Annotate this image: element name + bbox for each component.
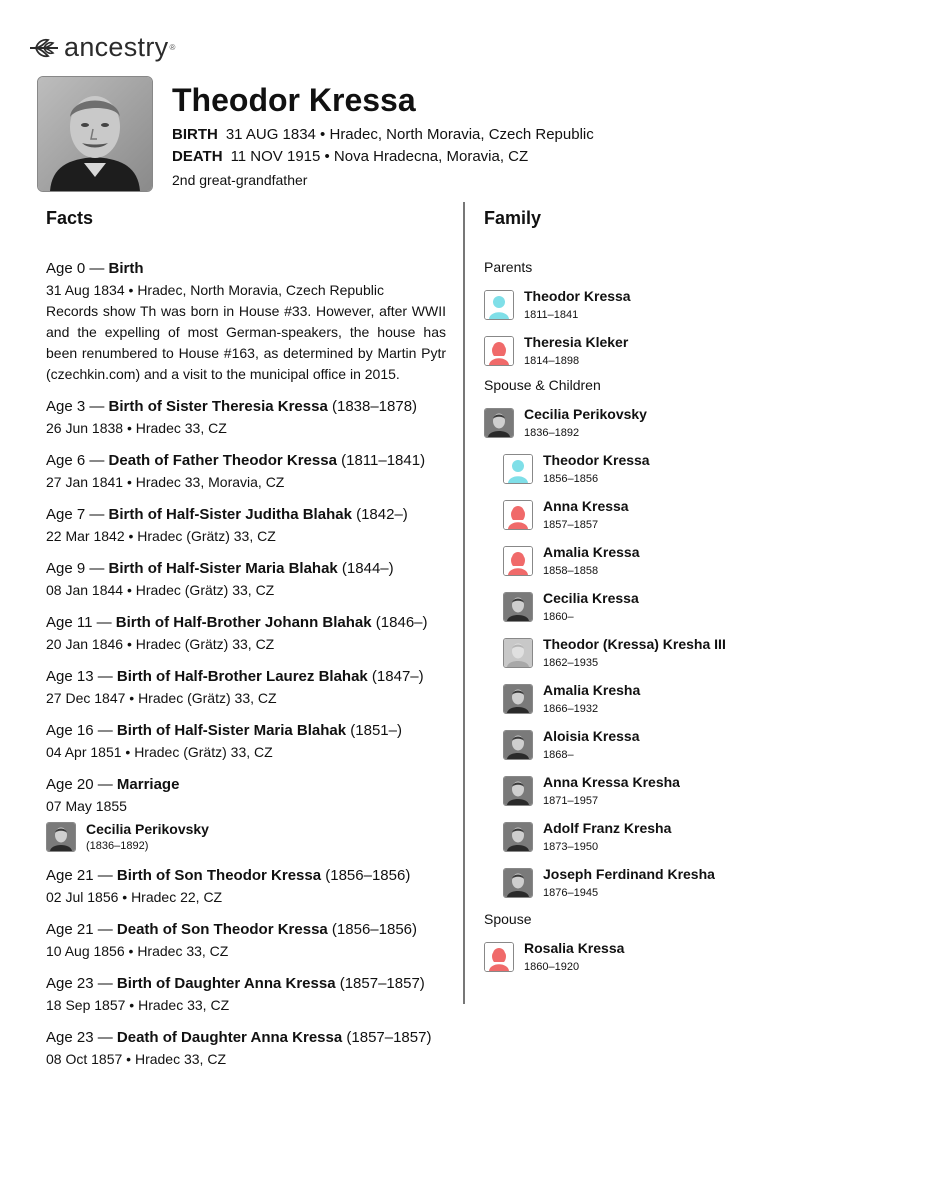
person-name: Rosalia Kressa — [524, 940, 625, 956]
person-photo — [503, 822, 533, 852]
spouse-children-label: Spouse & Children — [484, 377, 601, 393]
fact-detail: 27 Dec 1847 • Hradec (Grätz) 33, CZ — [46, 690, 277, 706]
parents-label: Parents — [484, 259, 533, 275]
fact-title — [46, 504, 446, 526]
fact-years: (1842–) — [351, 506, 408, 523]
fact-age: Age 23 — — [46, 975, 117, 992]
fact-detail: 02 Jul 1856 • Hradec 22, CZ — [46, 889, 223, 905]
fact-years: (1811–1841) — [336, 452, 426, 469]
birth-text: 31 AUG 1834 • Hradec, North Moravia, Czech Republic — [225, 126, 594, 143]
spouse-years: (1836–1892) — [86, 840, 149, 852]
fact-item[interactable] — [46, 720, 446, 763]
person-photo — [503, 592, 533, 622]
fact-age: Age 9 — — [46, 560, 109, 577]
person-item[interactable] — [484, 940, 904, 986]
fact-event: Birth of Half-Brother Johann Blahak — [115, 614, 372, 631]
fact-years: (1856–1856) — [321, 867, 411, 884]
birth-line — [172, 124, 594, 146]
fact-item[interactable] — [46, 919, 446, 962]
female-avatar-icon — [503, 546, 533, 576]
fact-title — [46, 774, 446, 796]
column-divider — [463, 202, 465, 1004]
death-label: DEATH — [172, 148, 223, 165]
fact-detail: 10 Aug 1856 • Hradec 33, CZ — [46, 943, 229, 959]
fact-item[interactable] — [46, 774, 446, 854]
person-name: Theodor Kressa — [543, 452, 650, 468]
fact-note: Records show Th was born in House #33. However, after WWII and the expelling of most German-speakers, the house has been renumbered to House #163, as determined by Martin Pytr (czechkin.com) and a visit to the municipal office in 2015. — [46, 303, 446, 382]
relationship: 2nd great-grandfather — [172, 172, 308, 188]
person-name: Cecilia Kressa — [543, 590, 639, 606]
child-item[interactable] — [503, 774, 904, 820]
child-item[interactable] — [503, 452, 904, 498]
child-item[interactable] — [503, 590, 904, 636]
person-photo — [484, 408, 514, 438]
fact-item[interactable] — [46, 1027, 446, 1070]
fact-detail: 08 Jan 1844 • Hradec (Grätz) 33, CZ — [46, 582, 275, 598]
fact-title — [46, 1027, 446, 1049]
person-years: 1871–1957 — [543, 795, 599, 807]
profile-photo[interactable] — [37, 76, 153, 192]
death-line — [172, 146, 594, 168]
fact-age: Age 21 — — [46, 867, 117, 884]
spouse-photo — [46, 822, 76, 852]
fact-age: Age 0 — — [46, 260, 109, 277]
spouse1-list — [484, 406, 904, 452]
fact-title — [46, 558, 446, 580]
person-name: Theodor Kressa — [172, 82, 416, 118]
person-name: Anna Kressa — [543, 498, 629, 514]
fact-years: (1846–) — [371, 614, 428, 631]
facts-list — [46, 258, 446, 1070]
death-text: 11 NOV 1915 • Nova Hradecna, Moravia, CZ — [230, 148, 529, 165]
person-name: Aloisia Kressa — [543, 728, 640, 744]
fact-event: Birth of Son Theodor Kressa — [116, 867, 322, 884]
person-years: 1857–1857 — [543, 519, 599, 531]
female-avatar-icon — [484, 336, 514, 366]
person-name: Anna Kressa Kresha — [543, 774, 680, 790]
fact-event: Death of Father Theodor Kressa — [108, 452, 337, 469]
fact-event: Birth of Half-Sister Juditha Blahak — [108, 506, 352, 523]
fact-item[interactable] — [46, 450, 446, 493]
person-item[interactable] — [484, 288, 904, 334]
person-item[interactable] — [484, 334, 904, 380]
person-photo — [503, 776, 533, 806]
fact-age: Age 3 — — [46, 398, 109, 415]
person-name: Theodor (Kressa) Kresha III — [543, 636, 726, 652]
person-name: Adolf Franz Kresha — [543, 820, 672, 836]
fact-age: Age 16 — — [46, 722, 117, 739]
logo-wordmark: ancestry — [64, 32, 169, 62]
spouse-label: Spouse — [484, 911, 532, 927]
fact-detail: 26 Jun 1838 • Hradec 33, CZ — [46, 420, 227, 436]
fact-detail: 27 Jan 1841 • Hradec 33, Moravia, CZ — [46, 474, 285, 490]
fact-item[interactable] — [46, 612, 446, 655]
fact-years: (1844–) — [337, 560, 394, 577]
child-item[interactable] — [503, 820, 904, 866]
fact-age: Age 11 — — [46, 614, 116, 631]
person-years: 1858–1858 — [543, 565, 599, 577]
female-avatar-icon — [503, 500, 533, 530]
family-title: Family — [484, 208, 542, 228]
fact-age: Age 23 — — [46, 1029, 117, 1046]
fact-title — [46, 612, 446, 634]
fact-event: Death of Daughter Anna Kressa — [116, 1029, 343, 1046]
leaf-icon — [28, 37, 60, 59]
spouse2-list — [484, 940, 904, 986]
fact-item[interactable] — [46, 504, 446, 547]
child-item[interactable] — [503, 682, 904, 728]
fact-detail: 20 Jan 1846 • Hradec (Grätz) 33, CZ — [46, 636, 275, 652]
fact-event: Birth of Half-Sister Maria Blahak — [116, 722, 347, 739]
person-name: Amalia Kresha — [543, 682, 641, 698]
fact-item[interactable] — [46, 396, 446, 439]
fact-event: Birth of Half-Sister Maria Blahak — [108, 560, 338, 577]
fact-item[interactable] — [46, 258, 446, 385]
fact-title — [46, 720, 446, 742]
male-avatar-icon — [484, 290, 514, 320]
birth-label: BIRTH — [172, 126, 218, 143]
fact-title — [46, 258, 446, 280]
fact-item[interactable] — [46, 666, 446, 709]
fact-item[interactable] — [46, 865, 446, 908]
fact-detail: 08 Oct 1857 • Hradec 33, CZ — [46, 1051, 226, 1067]
person-years: 1814–1898 — [524, 355, 580, 367]
fact-event: Birth of Half-Brother Laurez Blahak — [116, 668, 368, 685]
person-years: 1856–1856 — [543, 473, 599, 485]
fact-detail: 04 Apr 1851 • Hradec (Grätz) 33, CZ — [46, 744, 273, 760]
parents-list — [484, 288, 904, 380]
person-years: 1873–1950 — [543, 841, 599, 853]
fact-spouse[interactable] — [46, 820, 446, 854]
person-years: 1876–1945 — [543, 887, 599, 899]
child-item[interactable] — [503, 544, 904, 590]
family-section — [484, 208, 904, 986]
fact-years: (1838–1878) — [327, 398, 418, 415]
fact-title — [46, 865, 446, 887]
fact-event: Birth of Daughter Anna Kressa — [116, 975, 336, 992]
person-name: Theresia Kleker — [524, 334, 629, 350]
person-years: 1862–1935 — [543, 657, 599, 669]
male-avatar-icon — [503, 454, 533, 484]
fact-detail: 07 May 1855 — [46, 798, 127, 814]
profile-header — [172, 82, 594, 188]
fact-detail: 22 Mar 1842 • Hradec (Grätz) 33, CZ — [46, 528, 276, 544]
person-years: 1811–1841 — [524, 309, 579, 321]
ancestry-logo[interactable] — [28, 34, 175, 61]
fact-item[interactable] — [46, 558, 446, 601]
person-name: Amalia Kressa — [543, 544, 640, 560]
fact-years: (1851–) — [346, 722, 402, 739]
fact-title — [46, 973, 446, 995]
child-item[interactable] — [503, 866, 904, 912]
person-years: 1868– — [543, 749, 574, 761]
child-item[interactable] — [503, 728, 904, 774]
fact-years: (1857–1857) — [342, 1029, 432, 1046]
fact-event: Death of Son Theodor Kressa — [116, 921, 328, 938]
fact-age: Age 20 — — [46, 776, 117, 793]
person-name: Theodor Kressa — [524, 288, 631, 304]
person-name: Joseph Ferdinand Kresha — [543, 866, 715, 882]
fact-event: Birth of Sister Theresia Kressa — [108, 398, 328, 415]
children-list — [484, 452, 904, 912]
fact-item[interactable] — [46, 973, 446, 1016]
person-photo — [503, 868, 533, 898]
fact-detail: 18 Sep 1857 • Hradec 33, CZ — [46, 997, 230, 1013]
fact-age: Age 6 — — [46, 452, 109, 469]
person-years: 1836–1892 — [524, 427, 580, 439]
child-item[interactable] — [503, 636, 904, 682]
spouse-name: Cecilia Perikovsky — [86, 821, 209, 837]
fact-years: (1847–) — [367, 668, 424, 685]
fact-event: Marriage — [116, 776, 180, 793]
person-item[interactable] — [484, 406, 904, 452]
facts-section — [46, 208, 446, 1081]
fact-title — [46, 396, 446, 418]
person-photo — [503, 730, 533, 760]
person-name: Cecilia Perikovsky — [524, 406, 647, 422]
fact-age: Age 13 — — [46, 668, 117, 685]
person-photo — [503, 638, 533, 668]
fact-title — [46, 450, 446, 472]
fact-age: Age 7 — — [46, 506, 109, 523]
fact-title — [46, 666, 446, 688]
fact-years: (1857–1857) — [335, 975, 425, 992]
fact-title — [46, 919, 446, 941]
fact-detail: 31 Aug 1834 • Hradec, North Moravia, Czech Republic — [46, 282, 384, 298]
facts-title: Facts — [46, 208, 94, 228]
person-years: 1866–1932 — [543, 703, 599, 715]
person-photo — [503, 684, 533, 714]
fact-event: Birth — [108, 260, 144, 277]
female-avatar-icon — [484, 942, 514, 972]
child-item[interactable] — [503, 498, 904, 544]
logo-trademark: ® — [169, 43, 176, 52]
fact-years: (1856–1856) — [327, 921, 418, 938]
person-years: 1860–1920 — [524, 961, 580, 973]
fact-age: Age 21 — — [46, 921, 117, 938]
person-years: 1860– — [543, 611, 574, 623]
